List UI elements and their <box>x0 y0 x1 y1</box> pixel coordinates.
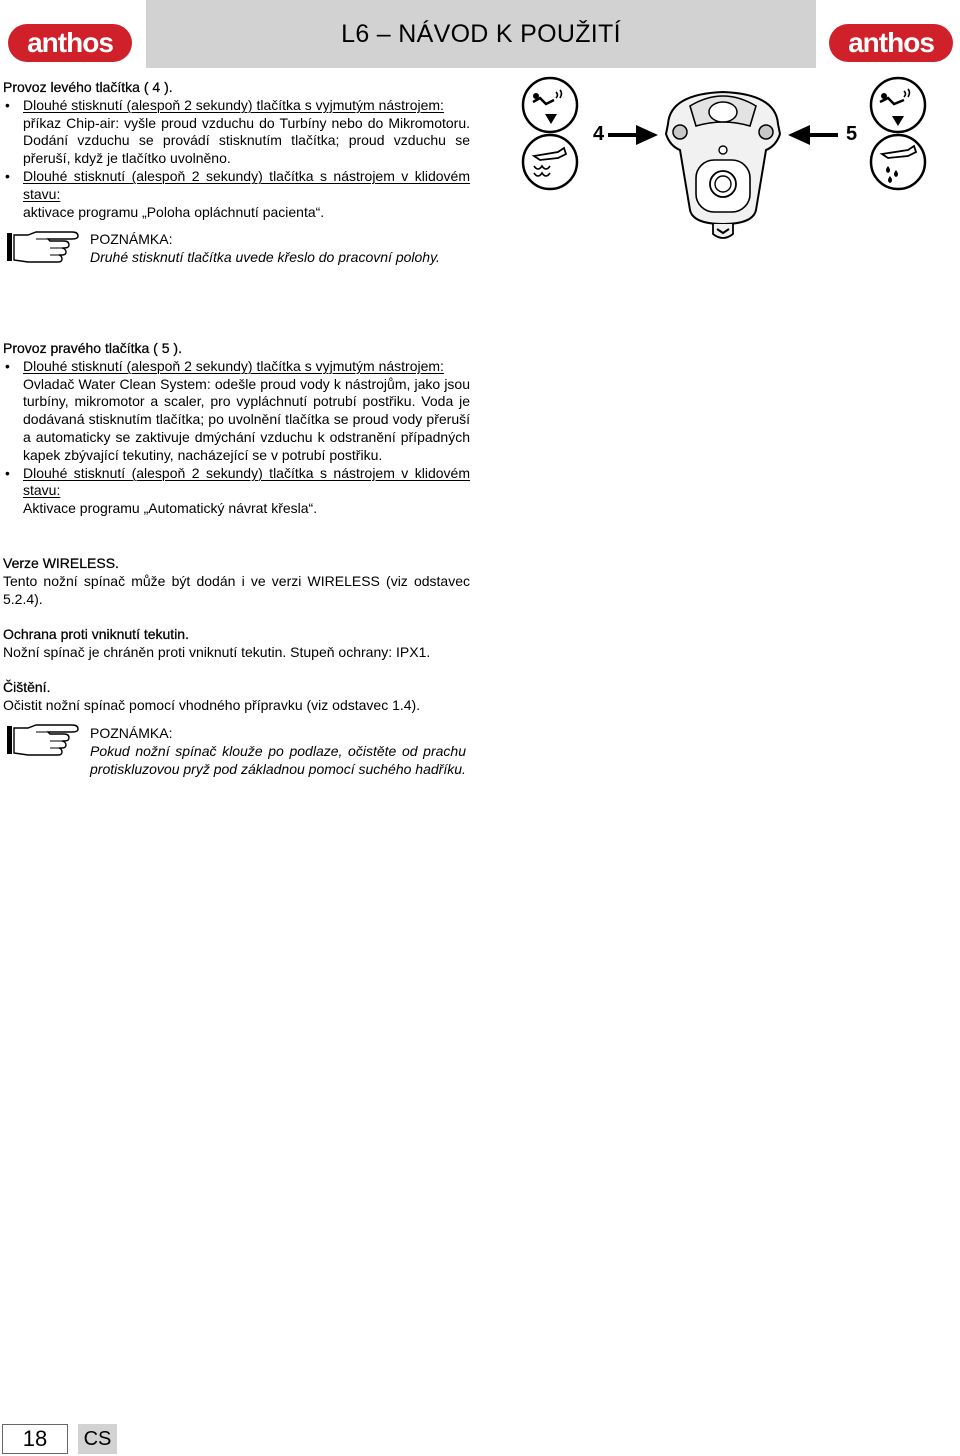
note-label: POZNÁMKA: <box>90 231 173 247</box>
section-text: Očistit nožní spínač pomocí vhodného přípravku (viz odstavec 1.4). <box>3 696 421 713</box>
section-heading: Čištění. <box>3 679 51 695</box>
list-item <box>3 358 470 465</box>
foot-control-figure <box>518 74 930 246</box>
brand-text: anthos <box>27 27 113 58</box>
note-text: Pokud nožní spínač klouže po podlaze, očistěte od prachu protiskluzovou pryž pod základnou pomocí suchého hadříku. <box>90 743 466 777</box>
bullet-text: Aktivace programu „Automatický návrat křesla“. <box>23 500 318 517</box>
section-right-button <box>3 340 470 518</box>
section-cleaning <box>3 679 470 715</box>
language-code: CS <box>78 1424 117 1454</box>
brand-text: anthos <box>848 27 934 58</box>
pointing-hand-icon <box>6 229 80 265</box>
section-text: Nožní spínač je chráněn proti vniknutí tekutin. Stupeň ochrany: IPX1. <box>3 643 431 660</box>
list-item <box>3 168 470 221</box>
section-wireless <box>3 555 470 608</box>
arrow-left-icon <box>788 125 838 145</box>
arrow-right-icon <box>608 125 658 145</box>
anthos-logo-right <box>827 22 955 64</box>
figure-label-right: 5 <box>846 123 858 145</box>
section-heading: Ochrana proti vniknutí tekutin. <box>3 626 189 642</box>
section-protection <box>3 626 470 662</box>
bullet-text: příkaz Chip-air: vyšle proud vzduchu do Turbíny nebo do Mikromotoru. Dodání vzduchu se provádí stisknutím tlačítka; proud vzduchu se přeruší, když je tlačítko uvolněno. <box>23 114 470 167</box>
bullet-label: Dlouhé stisknutí (alespoň 2 sekundy) tlačítka s vyjmutým nástrojem: <box>23 96 444 113</box>
bullet-text: aktivace programu „Poloha opláchnutí pacienta“. <box>23 203 325 220</box>
anthos-logo-left <box>6 22 134 64</box>
page-number: 18 <box>2 1424 68 1454</box>
section-left-button <box>3 79 470 221</box>
foot-control-body <box>666 92 780 238</box>
section-heading: Provoz pravého tlačítka ( 5 ). <box>3 340 182 356</box>
list-item <box>3 465 470 518</box>
pointing-hand-icon <box>6 722 80 758</box>
note-label: POZNÁMKA: <box>90 725 173 741</box>
bullet-label: • Dlouhé stisknutí (alespoň 2 sekundy) tlačítka s nástrojem v klidovém stavu: <box>23 464 470 499</box>
header-title-band <box>146 0 816 68</box>
bullet-label: • Dlouhé stisknutí (alespoň 2 sekundy) tlačítka s nástrojem v klidovém stavu: <box>23 167 470 202</box>
note-text: Druhé stisknutí tlačítka uvede křeslo do pracovní polohy. <box>90 249 440 265</box>
water-clean-icon <box>871 135 925 189</box>
section-heading: Provoz levého tlačítka ( 4 ). <box>3 79 173 95</box>
chip-air-icon <box>523 78 577 132</box>
section-heading: Verze WIRELESS. <box>3 555 119 571</box>
rinse-program-icon <box>523 135 577 189</box>
bullet-label: Dlouhé stisknutí (alespoň 2 sekundy) tlačítka s vyjmutým nástrojem: <box>23 357 444 374</box>
page-title: L6 – NÁVOD K POUŽITÍ <box>341 20 621 48</box>
figure-label-left: 4 <box>593 123 605 145</box>
section-text: Tento nožní spínač může být dodán i ve verzi WIRELESS (viz odstavec 5.2.4). <box>3 572 470 607</box>
bullet-text: Ovladač Water Clean System: odešle proud vody k nástrojům, jako jsou turbíny, mikromotor a scaler, pro vypláchnutí potrubí postřiku. Voda je dodávaná stisknutím tlačítka; po uvolnění tlačítka se proud vody přeruší a automaticky se zaktivuje dmýchání vzduchu k odstranění případných kapek zbývající tekutiny, nacházející se v potrubí postřiku. <box>23 375 470 463</box>
chair-return-icon <box>871 78 925 132</box>
list-item <box>3 97 470 168</box>
